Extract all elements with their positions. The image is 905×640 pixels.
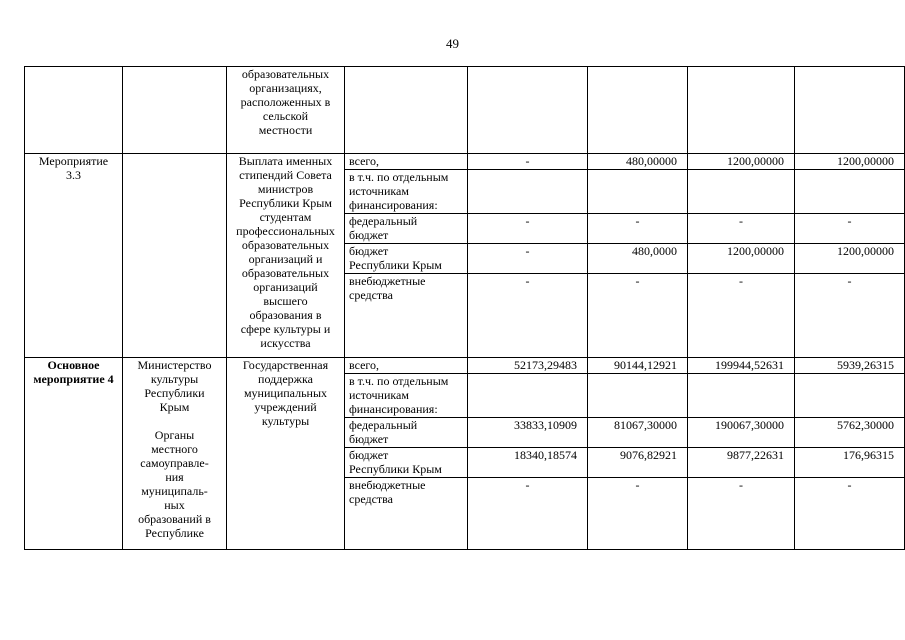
- value-cell: [688, 374, 795, 418]
- value-cell: [588, 374, 688, 418]
- value-cell: -: [468, 478, 588, 550]
- value-cell: 90144,12921: [588, 358, 688, 374]
- value-cell: 9076,82921: [588, 448, 688, 478]
- funding-source: всего,: [345, 358, 468, 374]
- value-cell: -: [588, 478, 688, 550]
- funding-source: в т.ч. по отдельным источникам финансирования:: [345, 374, 468, 418]
- measure-description: Выплата именных стипендий Совета министров Республики Крым студентам профессиональных образовательных организаций и образовательных организаций высшего образования в сфере культуры и искусства: [227, 154, 345, 358]
- value-cell: -: [588, 214, 688, 244]
- value-cell: [795, 170, 905, 214]
- funding-source: внебюджетные средства: [345, 274, 468, 358]
- value-cell: -: [688, 274, 795, 358]
- funding-table: [24, 66, 905, 550]
- value-cell: 1200,00000: [688, 244, 795, 274]
- value-cell: -: [468, 214, 588, 244]
- funding-source: бюджет Республики Крым: [345, 244, 468, 274]
- value-cell: 18340,18574: [468, 448, 588, 478]
- value-cell: 5762,30000: [795, 418, 905, 448]
- funding-source: бюджет Республики Крым: [345, 448, 468, 478]
- value-cell: -: [795, 214, 905, 244]
- cell-empty: [123, 67, 227, 154]
- cell-empty: [468, 67, 588, 154]
- measure-name: Основное мероприятие 4: [25, 358, 123, 550]
- cell-empty: [588, 67, 688, 154]
- cell-empty: [688, 67, 795, 154]
- value-cell: 480,00000: [588, 154, 688, 170]
- measure-description: Государственная поддержка муниципальных учреждений культуры: [227, 358, 345, 550]
- value-cell: [795, 374, 905, 418]
- cell-empty: [25, 67, 123, 154]
- cell-empty: [795, 67, 905, 154]
- table-row: [25, 358, 905, 374]
- value-cell: -: [468, 154, 588, 170]
- measure-name: Мероприятие 3.3: [25, 154, 123, 358]
- value-cell: 81067,30000: [588, 418, 688, 448]
- value-cell: 199944,52631: [688, 358, 795, 374]
- value-cell: 176,96315: [795, 448, 905, 478]
- value-cell: [588, 170, 688, 214]
- measure-executor: Министерство культуры Республики Крым Органы местного самоуправле- ния муниципаль- ных образований в Республике: [123, 358, 227, 550]
- value-cell: [688, 170, 795, 214]
- funding-source: в т.ч. по отдельным источникам финансирования:: [345, 170, 468, 214]
- value-cell: -: [468, 244, 588, 274]
- value-cell: 1200,00000: [688, 154, 795, 170]
- funding-source: всего,: [345, 154, 468, 170]
- continued-description: образовательных организациях, расположенных в сельской местности: [227, 67, 345, 154]
- page-number: 49: [446, 36, 459, 51]
- funding-source: федеральный бюджет: [345, 214, 468, 244]
- value-cell: [468, 374, 588, 418]
- value-cell: 1200,00000: [795, 154, 905, 170]
- value-cell: [468, 170, 588, 214]
- value-cell: 5939,26315: [795, 358, 905, 374]
- value-cell: 480,0000: [588, 244, 688, 274]
- value-cell: -: [795, 478, 905, 550]
- value-cell: 9877,22631: [688, 448, 795, 478]
- cell-empty: [345, 67, 468, 154]
- measure-executor: [123, 154, 227, 358]
- table-row-continuation: [25, 67, 905, 154]
- value-cell: 190067,30000: [688, 418, 795, 448]
- value-cell: 33833,10909: [468, 418, 588, 448]
- value-cell: -: [588, 274, 688, 358]
- value-cell: -: [795, 274, 905, 358]
- table-row: [25, 154, 905, 170]
- value-cell: -: [688, 214, 795, 244]
- value-cell: 52173,29483: [468, 358, 588, 374]
- value-cell: -: [688, 478, 795, 550]
- funding-source: внебюджетные средства: [345, 478, 468, 550]
- value-cell: 1200,00000: [795, 244, 905, 274]
- funding-source: федеральный бюджет: [345, 418, 468, 448]
- value-cell: -: [468, 274, 588, 358]
